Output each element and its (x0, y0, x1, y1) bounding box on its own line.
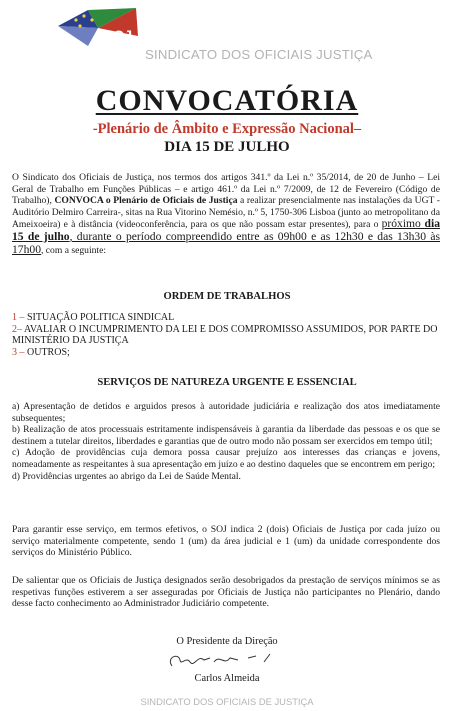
soj-logo (58, 6, 140, 54)
service-item: c) Adoção de providências cuja demora possa causar prejuízo aos interesses das crianças e jovens, nomeadamente as respeitantes à sua apresentação em juízo e ao destino daqueles que se encontrem em perigo; (12, 447, 440, 470)
handwritten-signature (164, 648, 284, 672)
intro-text-2: a realizar presencialmente nas instalações da UGT -Auditório Delmiro Carreira-, sitas na Rua Vitorino Nemésio, n.º 5, 1750-306 Lisboa (junto ao metropolitano da Ameixoeira) e à distância (videoconferência, para os que não possam estar presentes), para o (12, 195, 440, 231)
document-title (0, 84, 454, 118)
agenda-item: 2– AVALIAR O INCUMPRIMENTO DA LEI E DOS COMPROMISSO ASSUMIDOS, POR PARTE DO MINISTÉRIO DA JUSTIÇA (12, 323, 438, 347)
service-item: b) Realização de atos processuais estritamente indispensáveis à garantia da liberdade das pessoas e os que se destinem a tutelar direitos, liberdades e garantias que de outro modo não possam ser exercidos em tempo útil; (12, 424, 440, 447)
intro-paragraph (12, 172, 440, 256)
agenda-item-text: AVALIAR O INCUMPRIMENTO DA LEI E DOS COMPROMISSO ASSUMIDOS, POR PARTE DO MINISTÉRIO DA JUSTIÇA (12, 323, 438, 347)
service-item: a) Apresentação de detidos e arguidos presos à autoridade judiciária e realização dos atos imediatamente subsequentes; (12, 401, 440, 424)
agenda-item-text: SITUAÇÃO POLITICA SINDICAL (27, 312, 175, 323)
intro-underlined-2: , durante o período compreendido entre as 09h00 e as 12h30 e das 13h30 às 17h00 (12, 229, 440, 256)
agenda-item-number: 2 (12, 323, 17, 335)
logo-text: SOJ (104, 27, 133, 43)
services-heading: SERVIÇOS DE NATUREZA URGENTE E ESSENCIAL (97, 377, 357, 388)
agenda-item-number: 1 (12, 312, 17, 323)
signature-title: O Presidente da Direção (176, 636, 278, 647)
service-item: d) Providências urgentes ao abrigo da Lei de Saúde Mental. (12, 470, 241, 482)
title-text: CONVOCATÓRIA (95, 84, 359, 117)
agenda-item: 1 – SITUAÇÃO POLITICA SINDICAL (12, 312, 175, 323)
note-paragraph: De salientar que os Oficiais de Justiça designados serão desobrigados da prestação de serviços mínimos se as respetivas funções estiverem a ser asseguradas por Oficiais de Justiça não participantes no Plenário, dando desse facto conhecimento ao Administrador Judiciário competente. (12, 575, 440, 610)
org-name: SINDICATO DOS OFICIAIS JUSTIÇA (145, 47, 373, 62)
guarantee-paragraph: Para garantir esse serviço, em termos efetivos, o SOJ indica 2 (dois) Oficiais de Justiça por cada juízo ou serviço materialmente competente, sendo 1 (um) da área judicial e 1 (um) da unidade correspondente dos serviços do Ministério Público. (12, 524, 440, 559)
agenda-item: 3 – OUTROS; (12, 346, 70, 358)
intro-text-1: O Sindicato dos Oficiais de Justiça, nos termos dos artigos 341.º da Lei n.º 35/2014, de 20 de Junho – Lei Geral de Trabalho em Funções Públicas – e artigo 461.º da Lei n.º 7/2009, de 12 de Fevereiro (Código de Trabalho), (12, 172, 440, 207)
document-date: DIA 15 DE JULHO (164, 139, 290, 155)
intro-text-3: , com a seguinte: (40, 244, 106, 256)
document-subtitle: -Plenário de Âmbito e Expressão Nacional– (92, 121, 362, 137)
agenda-item-text: OUTROS; (27, 346, 70, 358)
intro-date-bold: dia 15 de julho (12, 217, 441, 243)
agenda-heading: ORDEM DE TRABALHOS (163, 291, 291, 302)
signatory-name: Carlos Almeida (194, 673, 260, 684)
intro-underlined-1: próximo (381, 217, 425, 231)
services-list (12, 401, 440, 482)
footer-org-name: SINDICATO DOS OFICIAIS DE JUSTIÇA (140, 696, 314, 707)
agenda-list (12, 312, 442, 358)
agenda-item-number: 3 (12, 346, 17, 358)
intro-convoca: CONVOCA o Plenário de Oficiais de Justiça (54, 195, 238, 207)
